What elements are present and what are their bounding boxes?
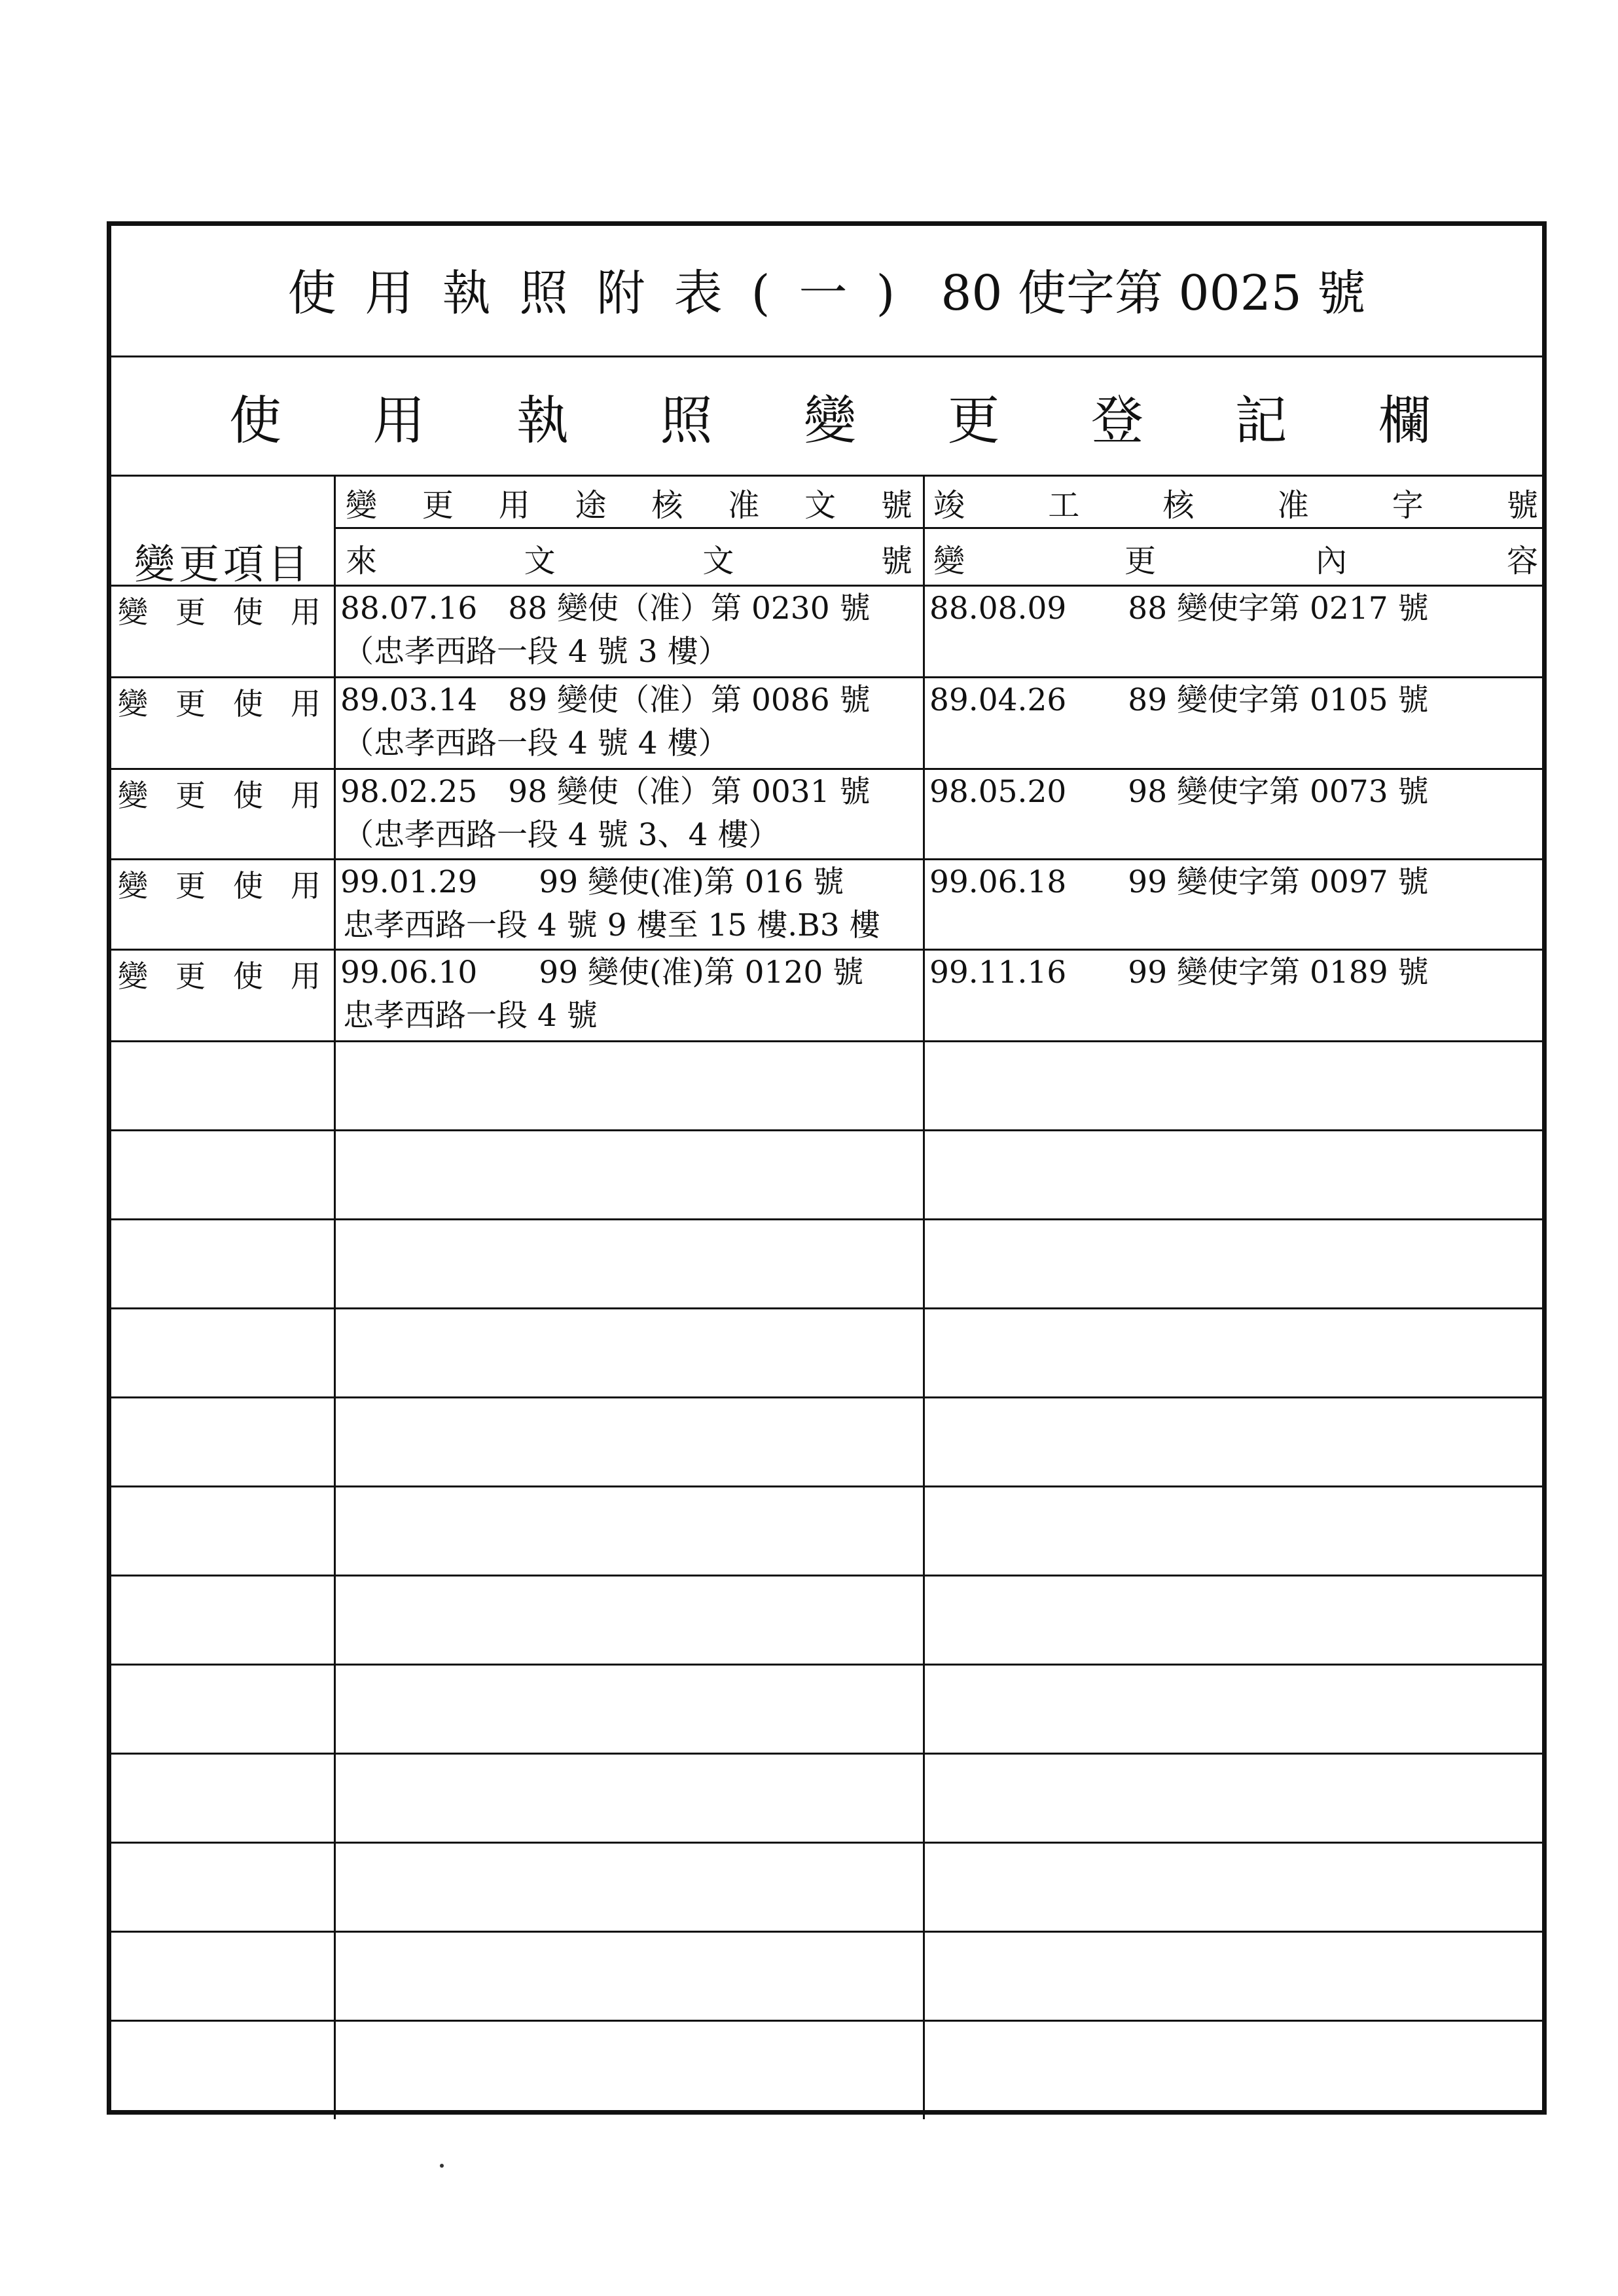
form-title — [249, 253, 1405, 325]
header-change-item: 變更項目 — [134, 539, 312, 588]
row-line — [111, 1218, 1542, 1220]
row-item-label: 變 更 使 用 — [118, 868, 321, 903]
row-address: 忠孝西路一段 4 號 — [343, 998, 598, 1034]
column-divider — [923, 475, 925, 2119]
row-item-label: 變 更 使 用 — [118, 958, 321, 994]
row-address: 忠孝西路一段 4 號 9 樓至 15 樓.B3 樓 — [343, 907, 880, 943]
row-address: （忠孝西路一段 4 號 3 樓） — [343, 634, 729, 670]
row-item-label: 變 更 使 用 — [118, 778, 321, 813]
row-line — [111, 1753, 1542, 1755]
row-completion-number: 89.04.26 89 變使字第 0105 號 — [929, 682, 1429, 718]
row-completion-number: 98.05.20 98 變使字第 0073 號 — [929, 774, 1429, 810]
row-line — [111, 949, 1542, 951]
row-approval-number: 88.07.16 88 變使（准）第 0230 號 — [340, 591, 871, 627]
row-approval-number: 99.01.29 99 變使(准)第 016 號 — [340, 864, 844, 900]
header-completion-number: 竣 工 核 准 字 號 — [933, 486, 1538, 524]
form-subtitle: 使 用 執 照 變 更 登 記 欄 — [229, 390, 1431, 451]
row-line — [111, 1307, 1542, 1309]
header-approval-number: 變 更 用 途 核 准 文 號 — [346, 486, 912, 524]
divider — [111, 585, 1542, 587]
divider — [334, 527, 1542, 529]
row-approval-number: 99.06.10 99 變使(准)第 0120 號 — [340, 955, 864, 991]
row-line — [111, 2020, 1542, 2022]
row-approval-number: 98.02.25 98 變使（准）第 0031 號 — [340, 774, 871, 810]
column-divider — [334, 475, 336, 2119]
row-line — [111, 768, 1542, 770]
divider — [111, 355, 1542, 357]
row-address: （忠孝西路一段 4 號 3、4 樓） — [343, 817, 780, 853]
header-change-content: 變 更 內 容 — [933, 542, 1538, 579]
row-line — [111, 676, 1542, 678]
row-approval-number: 89.03.14 89 變使（准）第 0086 號 — [340, 682, 871, 718]
usage-permit-form — [107, 221, 1547, 2115]
form-title-number: 80 使字第 0025 號 — [941, 265, 1366, 321]
row-line — [111, 1664, 1542, 1666]
row-line — [111, 1485, 1542, 1487]
row-item-label: 變 更 使 用 — [118, 686, 321, 721]
row-line — [111, 1575, 1542, 1576]
row-line — [111, 1842, 1542, 1844]
form-title-main: 使用執照附表(一) — [287, 265, 924, 321]
row-address: （忠孝西路一段 4 號 4 樓） — [343, 725, 729, 761]
row-completion-number: 99.11.16 99 變使字第 0189 號 — [929, 955, 1429, 991]
row-line — [111, 1129, 1542, 1131]
row-line — [111, 1396, 1542, 1398]
row-completion-number: 99.06.18 99 變使字第 0097 號 — [929, 864, 1429, 900]
row-line — [111, 1040, 1542, 1042]
row-line — [111, 1931, 1542, 1933]
scan-speck — [440, 2164, 444, 2168]
row-item-label: 變 更 使 用 — [118, 594, 321, 630]
divider — [111, 475, 1542, 477]
row-completion-number: 88.08.09 88 變使字第 0217 號 — [929, 591, 1429, 627]
header-incoming-number: 來 文 文 號 — [346, 542, 912, 579]
row-line — [111, 858, 1542, 860]
